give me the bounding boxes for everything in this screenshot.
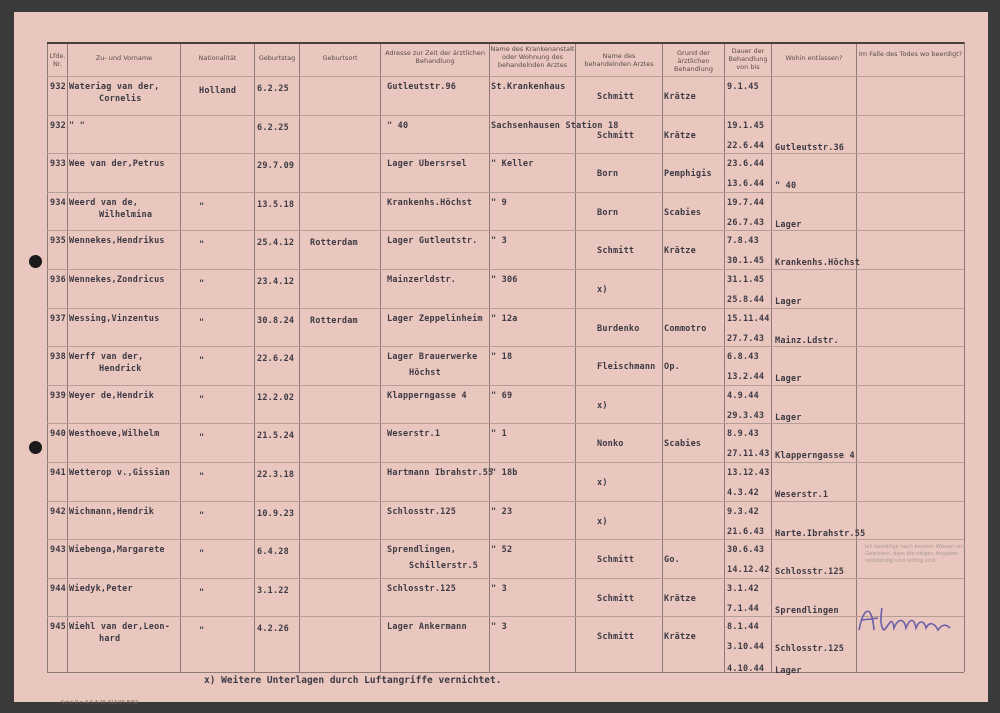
hospital: " 306 <box>491 275 518 285</box>
row-number: 944 <box>50 583 66 594</box>
birthdate: 30.8.24 <box>257 315 295 326</box>
treatment-reason: Go. <box>664 555 680 566</box>
treatment-to: 30.1.45 <box>727 256 765 267</box>
address: Lager Ubersrsel <box>387 159 467 170</box>
released-to: Lager <box>775 297 802 307</box>
treatment-from: 23.6.44 <box>727 159 765 170</box>
hospital: " 69 <box>491 390 513 401</box>
row-number: 942 <box>50 506 66 517</box>
treatment-from: 30.6.43 <box>727 545 765 556</box>
footnote: x) Weitere Unterlagen durch Luftangriffe vernichtet. <box>204 675 502 686</box>
hospital: " 18b <box>491 468 518 478</box>
row-number: 938 <box>50 352 66 363</box>
punch-hole-upper <box>29 255 42 268</box>
treatment-reason: Krätze <box>664 632 696 643</box>
treatment-from: 8.1.44 <box>727 622 759 633</box>
row-number: 932 <box>50 120 66 131</box>
treatment-from: 15.11.44 <box>727 313 770 324</box>
treatment-reason: Op. <box>664 362 680 373</box>
released-to: Lager <box>775 219 802 230</box>
doctor-name: Schmitt <box>597 555 635 566</box>
nationality: Holland <box>199 86 237 96</box>
treatment-from: 19.1.45 <box>727 120 765 131</box>
hospital: " 52 <box>491 545 513 556</box>
treatment-reason: Krätze <box>664 246 696 257</box>
address-continued: Höchst <box>409 368 441 379</box>
person-name: Wichmann,Hendrik <box>69 506 155 517</box>
doctor-name: x) <box>597 478 608 488</box>
row-separator <box>47 153 964 154</box>
address: Lager Brauerwerke <box>387 352 478 363</box>
person-name: Wennekes,Zondricus <box>69 275 165 285</box>
hospital: Sachsenhausen Station 18 <box>491 120 619 131</box>
header-name: Zu- und Vorname <box>95 54 153 62</box>
address: Sprendlingen, <box>387 545 457 556</box>
row-separator <box>47 308 964 309</box>
nationality: " <box>199 549 205 560</box>
row-separator <box>47 192 964 193</box>
address-continued: Schillerstr.5 <box>409 561 479 572</box>
treatment-to: 27.11.43 <box>727 449 770 460</box>
treatment-reason: Krätze <box>664 593 696 604</box>
person-name: Wiedyk,Peter <box>69 583 133 594</box>
birthdate: 22.3.18 <box>257 470 295 480</box>
treatment-from: 9.1.45 <box>727 82 759 92</box>
treatment-reason: Scabies <box>664 439 702 450</box>
treatment-from: 4.9.44 <box>727 390 759 401</box>
treatment-from: 7.8.43 <box>727 236 759 247</box>
birthdate: 3.1.22 <box>257 585 289 596</box>
released-to: Krankenhs.Höchst <box>775 258 861 269</box>
person-name: Wiebenga,Margarete <box>69 545 165 556</box>
hospital: " 23 <box>491 506 513 517</box>
nationality: " <box>199 394 205 405</box>
doctor-name: Schmitt <box>597 130 635 141</box>
doctor-name: x) <box>597 285 608 295</box>
birthplace: Rotterdam <box>310 238 358 249</box>
hospital: " Keller <box>491 159 534 170</box>
address: " 40 <box>387 120 409 131</box>
treatment-to: 13.2.44 <box>727 372 765 383</box>
hospital: " 12a <box>491 313 518 324</box>
row-number: 939 <box>50 390 66 401</box>
nationality: " <box>199 433 205 444</box>
birthdate: 10.9.23 <box>257 508 295 519</box>
hospital: " 9 <box>491 197 507 208</box>
certification-stamp: Ich bestätige nach bestem Wissen und Gewissen, dass die obigen Angaben vollständig und richtig sind. <box>865 544 966 564</box>
signature <box>854 600 964 640</box>
address: Lager Gutleutstr. <box>387 236 478 247</box>
person-name-continued: hard <box>99 634 121 645</box>
released-to: Klapperngasse 4 <box>775 451 855 462</box>
row-separator <box>47 385 964 386</box>
row-number: 932 <box>50 82 66 92</box>
row-separator <box>47 539 964 540</box>
row-separator <box>47 269 964 270</box>
doctor-name: Nonko <box>597 439 624 450</box>
released-to: Gutleutstr.36 <box>775 142 845 153</box>
address: Weserstr.1 <box>387 429 441 440</box>
treatment-from: 3.1.42 <box>727 583 759 594</box>
row-number: 933 <box>50 159 66 170</box>
row-separator <box>47 76 964 77</box>
header-lfd-nr: Lfde. Nr. <box>49 52 66 68</box>
address: Klapperngasse 4 <box>387 390 467 401</box>
released-to: Lager <box>775 412 802 423</box>
treatment-to: 13.6.44 <box>727 179 765 190</box>
treatment-to: 29.3.43 <box>727 410 765 421</box>
released-to-extra: Lager <box>775 666 802 677</box>
person-name: Wiehl van der,Leon- <box>69 622 171 633</box>
address: Schlosstr.125 <box>387 506 457 517</box>
header-duration: Dauer der Behandlung von bis <box>728 47 768 71</box>
treatment-reason: Commotro <box>664 323 707 334</box>
birthdate: 6.2.25 <box>257 122 289 133</box>
header-address: Adresse zur Zeit der ärztlichen Behandlung <box>385 49 485 65</box>
nationality: " <box>199 587 205 598</box>
nationality: " <box>199 356 205 367</box>
row-separator <box>47 346 964 347</box>
header-birthplace: Geburtsort <box>322 54 358 62</box>
row-separator <box>47 462 964 463</box>
row-separator <box>47 501 964 502</box>
doctor-name: Burdenko <box>597 323 640 334</box>
birthdate: 29.7.09 <box>257 161 295 172</box>
person-name: " " <box>69 120 85 131</box>
birthdate: 23.4.12 <box>257 277 295 287</box>
person-name: Wetterop v.,Gissian <box>69 468 171 478</box>
birthdate: 22.6.24 <box>257 354 295 365</box>
header-nationality: Nationalität <box>198 54 237 62</box>
doctor-name: x) <box>597 516 608 527</box>
treatment-to: 25.8.44 <box>727 295 765 305</box>
treatment-reason: Scabies <box>664 207 702 218</box>
person-name: Wee van der,Petrus <box>69 159 165 170</box>
birthdate: 13.5.18 <box>257 199 295 210</box>
birthdate: 4.2.26 <box>257 624 289 635</box>
released-to: Mainz.Ldstr. <box>775 335 839 346</box>
row-number: 941 <box>50 468 66 478</box>
doctor-name: Schmitt <box>597 593 635 604</box>
hospital: " 18 <box>491 352 513 363</box>
person-name: Wennekes,Hendrikus <box>69 236 165 247</box>
row-number: 937 <box>50 313 66 324</box>
person-name: Wessing,Vinzentus <box>69 313 160 324</box>
released-to: Harte.Ibrahstr.55 <box>775 528 866 539</box>
hospital: " 3 <box>491 622 507 633</box>
treatment-from: 6.8.43 <box>727 352 759 363</box>
header-hospital: Name des Krankenanstalt oder Wohnung des behandelnden Arztes <box>490 45 575 69</box>
row-number: 945 <box>50 622 66 633</box>
form-code: Schö D n A 5 3.46 312/45 B/62 <box>61 700 139 706</box>
row-separator <box>47 578 964 579</box>
doctor-name: Born <box>597 169 619 180</box>
treatment-to: 7.1.44 <box>727 603 759 614</box>
doctor-name: Schmitt <box>597 92 635 102</box>
nationality: " <box>199 317 205 328</box>
hospital: St.Krankenhaus <box>491 82 566 92</box>
released-to: Weserstr.1 <box>775 490 829 500</box>
row-separator <box>47 230 964 231</box>
doctor-name: Born <box>597 207 619 218</box>
hospital: " 3 <box>491 236 507 247</box>
person-name-continued: Cornelis <box>99 94 142 104</box>
address: Lager Zeppelinheim <box>387 313 483 324</box>
address: Gutleutstr.96 <box>387 82 457 92</box>
treatment-from: 31.1.45 <box>727 275 765 285</box>
header-death: Im Falle des Todes wo beerdigt? <box>858 50 963 58</box>
treatment-from: 19.7.44 <box>727 197 765 208</box>
punch-hole-lower <box>29 441 42 454</box>
row-number: 935 <box>50 236 66 247</box>
released-to: Sprendlingen <box>775 605 839 616</box>
treatment-to: 14.12.42 <box>727 565 770 576</box>
person-name: Westhoeve,Wilhelm <box>69 429 160 440</box>
released-to: Schlosstr.125 <box>775 567 845 578</box>
birthdate: 21.5.24 <box>257 431 295 442</box>
form-sheet <box>14 12 988 706</box>
birthdate: 25.4.12 <box>257 238 295 249</box>
person-name: Wateriag van der, <box>69 82 160 92</box>
person-name: Weyer de,Hendrik <box>69 390 155 401</box>
birthdate: 6.4.28 <box>257 547 289 558</box>
birthdate: 12.2.02 <box>257 392 295 403</box>
doctor-name: Schmitt <box>597 246 635 257</box>
row-separator <box>47 115 964 116</box>
treatment-to-extra: 4.10.44 <box>727 664 765 675</box>
header-birthdate: Geburtstag <box>258 54 296 62</box>
nationality: " <box>199 510 205 521</box>
row-separator <box>47 423 964 424</box>
released-to: " 40 <box>775 181 797 192</box>
treatment-reason: Krätze <box>664 92 696 102</box>
treatment-from: 8.9.43 <box>727 429 759 440</box>
treatment-from: 13.12.43 <box>727 468 770 478</box>
released-to: Lager <box>775 374 802 385</box>
hospital: " 1 <box>491 429 507 440</box>
birthdate: 6.2.25 <box>257 84 289 94</box>
address: Hartmann Ibrahstr.55 <box>387 468 494 478</box>
treatment-to: 22.6.44 <box>727 140 765 151</box>
birthplace: Rotterdam <box>310 315 358 326</box>
row-number: 936 <box>50 275 66 285</box>
doctor-name: x) <box>597 400 608 411</box>
person-name-continued: Hendrick <box>99 364 142 375</box>
person-name-continued: Wilhelmina <box>99 209 153 220</box>
hospital: " 3 <box>491 583 507 594</box>
released-to: Schlosstr.125 <box>775 644 845 655</box>
person-name: Werff van der, <box>69 352 144 363</box>
treatment-reason: Krätze <box>664 130 696 141</box>
nationality: " <box>199 240 205 251</box>
address: Lager Ankermann <box>387 622 467 633</box>
header-released-to: Wohin entlassen? <box>785 54 843 62</box>
row-number: 934 <box>50 197 66 208</box>
header-doctor: Name des behandelnden Arztes <box>584 52 654 68</box>
treatment-to: 3.10.44 <box>727 642 765 653</box>
doctor-name: Fleischmann <box>597 362 656 373</box>
row-separator <box>47 616 964 617</box>
nationality: " <box>199 472 205 482</box>
address: Mainzerldstr. <box>387 275 457 285</box>
treatment-from: 9.3.42 <box>727 506 759 517</box>
nationality: " <box>199 279 205 289</box>
treatment-to: 27.7.43 <box>727 333 765 344</box>
address: Schlosstr.125 <box>387 583 457 594</box>
header-reason: Grund der ärztlichen Behandlung <box>674 49 713 73</box>
treatment-to: 21.6.43 <box>727 526 765 537</box>
treatment-to: 4.3.42 <box>727 488 759 498</box>
person-name: Weerd van de, <box>69 197 139 208</box>
address: Krankenhs.Höchst <box>387 197 473 208</box>
treatment-to: 26.7.43 <box>727 217 765 228</box>
row-number: 943 <box>50 545 66 556</box>
doctor-name: Schmitt <box>597 632 635 643</box>
nationality: " <box>199 201 205 212</box>
row-number: 940 <box>50 429 66 440</box>
treatment-reason: Pemphigis <box>664 169 712 180</box>
nationality: " <box>199 626 205 637</box>
